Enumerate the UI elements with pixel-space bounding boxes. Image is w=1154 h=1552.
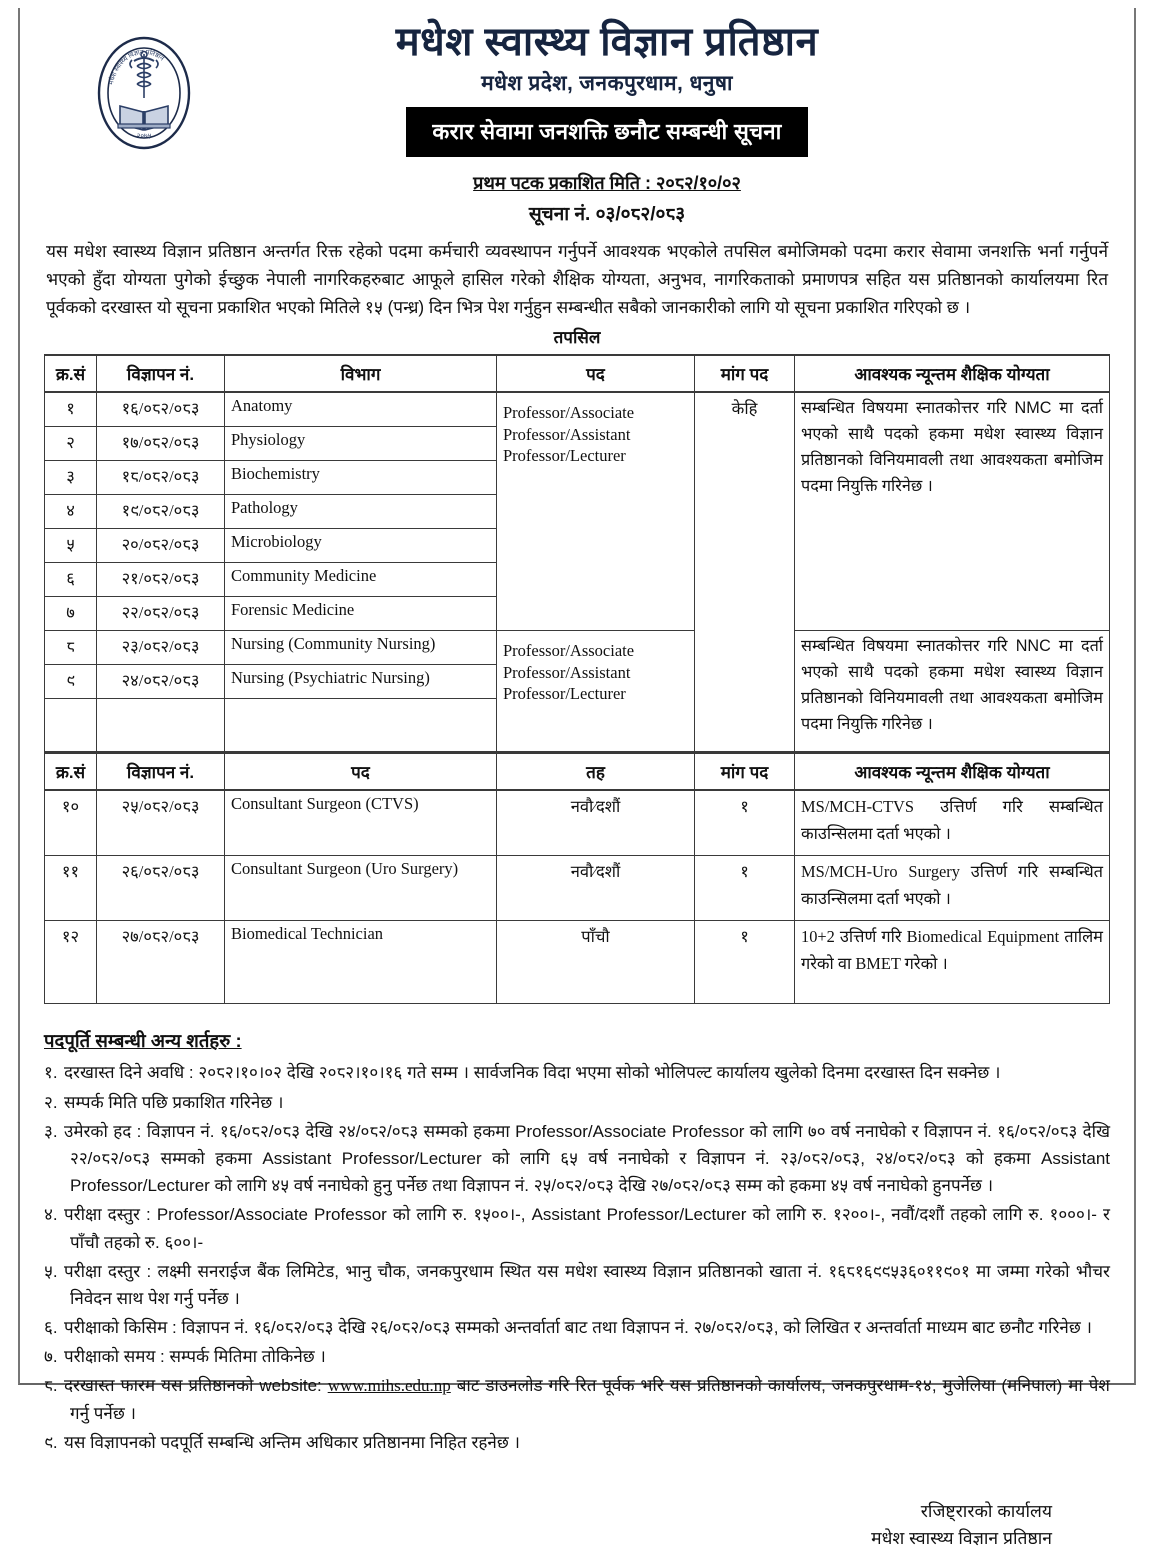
cell-serial: १२ <box>45 921 97 1004</box>
cell-advert: २२/०८२/०८३ <box>97 597 225 631</box>
cell-qualification <box>795 921 1110 1004</box>
th-demand: मांग पद <box>695 753 795 790</box>
condition-marker: ७. <box>44 1347 58 1367</box>
condition-item <box>44 1201 1110 1255</box>
cell-advert: २५/०८२/०८३ <box>97 790 225 856</box>
condition-item <box>44 1118 1110 1200</box>
th-post: पद <box>497 355 695 392</box>
condition-marker: ६. <box>44 1318 58 1338</box>
condition-text: परीक्षा दस्तुर : लक्ष्मी सनराईज बैंक लिमिटेड, भानु चौक, जनकपुरधाम स्थित यस मधेश स्वास्थ्य विज्ञान प्रतिष्ठानको खाता नं. १६८१६९९५३६०११९०१ मा जम्मा गरेको भौचर निवेदन साथ पेश गर्नु पर्नेछ । <box>64 1261 1110 1308</box>
cell-serial: १ <box>45 392 97 427</box>
cell-serial: ५ <box>45 529 97 563</box>
svg-text:मधेश स्वास्थ्य विज्ञान प्: मधेश स्वास्थ्य विज्ञान प्रतिष्ठान <box>107 48 166 86</box>
condition-marker: ९. <box>44 1432 58 1452</box>
condition-text: परीक्षा दस्तुर : Professor/Associate Professor को लागि रु. १५००।-, Assistant Professor/Lecturer को लागि रु. १२००।-, नवौं/दशौं तहको लागि रु. १०००।- र पाँचौ तहको रु. ६००।- <box>64 1205 1110 1252</box>
table-row <box>45 790 1110 856</box>
document-header <box>44 18 1110 226</box>
condition-text: उमेरको हद : विज्ञापन नं. १६/०८२/०८३ देखि २४/०८२/०८३ सम्मको हकमा Professor/Associate Professor को लागि ७० वर्ष ननाघेको र विज्ञापन नं. १६/०८२/०८३ देखि २२/०८२/०८३ सम्मको हकमा Assistant Professor/Lecturer को लागि ६५ वर्ष ननाघेको र विज्ञापन नं. २३/०८२/०८३, २४/०८२/०८३ को हकमा Assistant Professor/Lecturer को लागि ४५ वर्ष ननाघेको हुनु पर्नेछ तथा विज्ञापन नं. २५/०८२/०८३ देखि २७/०८२/०८३ सम्म को हकमा ४५ वर्ष ननाघेको हुनपर्नेछ । <box>64 1121 1110 1196</box>
condition-text: दरखास्त फारम यस प्रतिष्ठानको website: www.mihs.edu.np बाट डाउनलोड गरि रित पूर्वक भरि यस प्रतिष्ठानको कार्यालय, जनकपुरधाम-१४, मुजेलिया (मनिपाल) मा पेश गर्नु पर्नेछ । <box>64 1376 1110 1423</box>
published-label: प्रथम पटक प्रकाशित मिति : <box>473 172 651 193</box>
cell-post-group-a <box>497 392 695 631</box>
cell-serial: ७ <box>45 597 97 631</box>
table-row <box>45 921 1110 1004</box>
cell-post: Biomedical Technician <box>225 921 497 1004</box>
th-serial: क्र.सं <box>45 355 97 392</box>
cell-serial: ६ <box>45 563 97 597</box>
cell-advert: १७/०८२/०८३ <box>97 427 225 461</box>
condition-item <box>44 1258 1110 1312</box>
post-group-b-text: Professor/Associate Professor/Assistant Professor/Lecturer <box>503 641 635 704</box>
cell-advert: २४/०८२/०८३ <box>97 665 225 699</box>
cell-department: Forensic Medicine <box>225 597 497 631</box>
cell-demand: १ <box>695 790 795 856</box>
cell-serial: ३ <box>45 461 97 495</box>
seal-icon <box>96 34 192 152</box>
cell-department: Nursing (Psychiatric Nursing) <box>225 665 497 699</box>
post-group-a-text: Professor/Associate Professor/Assistant Professor/Lecturer <box>503 403 635 466</box>
cell-level: नवौ⁄दशौं <box>497 790 695 856</box>
cell-department: Nursing (Community Nursing) <box>225 631 497 665</box>
condition-item <box>44 1429 1110 1456</box>
cell-advert: २७/०८२/०८३ <box>97 921 225 1004</box>
table-header-row <box>45 355 1110 392</box>
condition-text: दरखास्त दिने अवधि : २०८२।१०।०२ देखि २०८२।१०।१६ गते सम्म । सार्वजनिक विदा भएमा सोको भोलिपल्ट कार्यालय खुलेको दिनमा दरखास्त दिन सक्नेछ । <box>64 1063 1001 1083</box>
cell-advert: १९/०८२/०८३ <box>97 495 225 529</box>
cell-serial: १० <box>45 790 97 856</box>
cell-qualification <box>795 790 1110 856</box>
cell-post-group-b <box>497 631 695 752</box>
cell-serial: ८ <box>45 631 97 665</box>
cell-serial: २ <box>45 427 97 461</box>
tapsil-label: तपसिल <box>553 328 601 348</box>
table-header-row <box>45 753 1110 790</box>
qualification-text: MS/MCH-Uro Surgery उत्तिर्ण गरि सम्बन्धित काउन्सिलमा दर्ता भएको । <box>801 862 1103 908</box>
condition-text: यस विज्ञापनको पदपूर्ति सम्बन्धि अन्तिम अधिकार प्रतिष्ठानमा निहित रहनेछ । <box>64 1432 520 1452</box>
th-demand: मांग पद <box>695 355 795 392</box>
condition-marker: २. <box>44 1092 58 1112</box>
cell-department: Community Medicine <box>225 563 497 597</box>
signature-institution: मधेश स्वास्थ्य विज्ञान प्रतिष्ठान <box>871 1528 1052 1549</box>
th-level: तह <box>497 753 695 790</box>
cell-level: पाँचौ <box>497 921 695 1004</box>
th-advert: विज्ञापन नं. <box>97 753 225 790</box>
cell-level: नवौ⁄दशौं <box>497 856 695 921</box>
intro-paragraph: यस मधेश स्वास्थ्य विज्ञान प्रतिष्ठान अन्तर्गत रिक्त रहेको पदमा कर्मचारी व्यवस्थापन गर्नुपर्ने आवश्यक भएकोले तपसिल बमोजिमको पदमा करार सेवामा जनशक्ति भर्ना गर्नुपर्ने भएको हुँदा योग्यता पुगेको ईच्छुक नेपाली नागरिकहरुबाट आफूले हासिल गरेको शैक्षिक योग्यता, अनुभव, नागरिकताको प्रमाणपत्र सहित यस प्रतिष्ठानको कार्यालयमा रित पूर्वकको दरखास्त यो सूचना प्रकाशित भएको मितिले १५ (पन्ध्र) दिन भित्र पेश गर्नुहुन सम्बन्धीत सबैको जानकारीको लागि यो सूचना प्रकाशित गरिएको छ । <box>46 240 1108 317</box>
cell-demand: केहि <box>695 392 795 752</box>
cell-demand: १ <box>695 921 795 1004</box>
organization-address: मधेश प्रदेश, जनकपुरधाम, धनुषा <box>481 71 733 95</box>
condition-marker: ४. <box>44 1205 58 1225</box>
table-row <box>45 631 1110 665</box>
condition-text: परीक्षाको समय : सम्पर्क मितिमा तोकिनेछ । <box>64 1347 326 1367</box>
cell-department: Physiology <box>225 427 497 461</box>
published-date: २०८२/१०/०२ <box>656 172 741 193</box>
cell-serial: ४ <box>45 495 97 529</box>
cell-empty <box>97 699 225 752</box>
cell-serial: ९ <box>45 665 97 699</box>
notice-number: सूचना नं. ०३/०८२/०८३ <box>528 203 686 225</box>
condition-marker: ३. <box>44 1121 58 1141</box>
cell-advert: १८/०८२/०८३ <box>97 461 225 495</box>
conditions-title: पदपूर्ति सम्बन्धी अन्य शर्तहरु : <box>44 1030 242 1052</box>
condition-item-website <box>44 1372 1110 1426</box>
cell-department: Biochemistry <box>225 461 497 495</box>
condition-item <box>44 1059 1110 1086</box>
signature-office: रजिष्ट्रारको कार्यालय <box>920 1501 1052 1521</box>
website-link[interactable]: www.mihs.edu.np <box>327 1376 451 1396</box>
vacancy-table-faculty <box>44 354 1110 752</box>
notice-banner-title: करार सेवामा जनशक्ति छनौट सम्बन्धी सूचना <box>406 107 807 157</box>
th-serial: क्र.सं <box>45 753 97 790</box>
vacancy-table-consultant <box>44 752 1110 1004</box>
signature-block <box>44 1498 1110 1552</box>
cell-advert: २३/०८२/०८३ <box>97 631 225 665</box>
cell-demand: १ <box>695 856 795 921</box>
condition-marker: ५. <box>44 1261 58 1281</box>
condition-item <box>44 1314 1110 1341</box>
condition-item <box>44 1089 1110 1116</box>
condition-text: परीक्षाको किसिम : विज्ञापन नं. १६/०८२/०८३ देखि २६/०८२/०८३ सम्मको अन्तर्वार्ता बाट तथा विज्ञापन नं. २७/०८२/०८३, को लिखित र अन्तर्वार्ता माध्यम बाट छनौट गरिनेछ । <box>64 1318 1092 1338</box>
conditions-list <box>44 1059 1110 1456</box>
cell-serial: ११ <box>45 856 97 921</box>
cell-advert: १६/०८२/०८३ <box>97 392 225 427</box>
th-qualification: आवश्यक न्यून्तम शैक्षिक योग्यता <box>795 753 1110 790</box>
cell-advert: २१/०८२/०८३ <box>97 563 225 597</box>
book-icon <box>118 106 170 130</box>
cell-empty <box>45 699 97 752</box>
th-post: पद <box>225 753 497 790</box>
cell-post: Consultant Surgeon (Uro Surgery) <box>225 856 497 921</box>
table-row <box>45 392 1110 427</box>
cell-department: Microbiology <box>225 529 497 563</box>
cell-qualification <box>795 856 1110 921</box>
condition-marker: ८. <box>44 1376 58 1396</box>
cell-post: Consultant Surgeon (CTVS) <box>225 790 497 856</box>
condition-text: सम्पर्क मिति पछि प्रकाशित गरिनेछ । <box>64 1092 284 1112</box>
cell-qualification-nnc <box>795 631 1110 752</box>
publication-date-line <box>204 171 1010 195</box>
cell-advert: २६/०८२/०८३ <box>97 856 225 921</box>
table-row <box>45 856 1110 921</box>
cell-advert: २०/०८२/०८३ <box>97 529 225 563</box>
qualification-text: 10+2 उत्तिर्ण गरि Biomedical Equipment तालिम गरेको वा BMET गरेको । <box>801 927 1103 973</box>
cell-empty <box>225 699 497 752</box>
svg-text:२०७५: २०७५ <box>136 133 152 140</box>
th-qualification: आवश्यक न्यून्तम शैक्षिक योग्यता <box>795 355 1110 392</box>
qualification-text: MS/MCH-CTVS उत्तिर्ण गरि सम्बन्धित काउन्सिलमा दर्ता भएको । <box>801 797 1103 843</box>
cell-qualification-nmc <box>795 392 1110 631</box>
condition-marker: १. <box>44 1063 58 1083</box>
organization-name: मधेश स्वास्थ्य विज्ञान प्रतिष्ठान <box>395 20 819 64</box>
condition-item <box>44 1343 1110 1370</box>
cell-department: Anatomy <box>225 392 497 427</box>
qualification-nnc-text: सम्बन्धित विषयमा स्नातकोत्तर गरि NNC मा दर्ता भएको साथै पदको हकमा मधेश स्वास्थ्य विज्ञान प्रतिष्ठानको विनियमावली तथा आवश्यकता बमोजिम पदमा नियुक्ति गरिनेछ । <box>801 637 1103 734</box>
th-department: विभाग <box>225 355 497 392</box>
th-advert: विज्ञापन नं. <box>97 355 225 392</box>
qualification-nmc-text: सम्बन्धित विषयमा स्नातकोत्तर गरि NMC मा दर्ता भएको साथै पदको हकमा मधेश स्वास्थ्य विज्ञान प्रतिष्ठानको विनियमावली तथा आवश्यकता बमोजिम पदमा नियुक्ति गरिनेछ । <box>801 399 1103 496</box>
institution-logo <box>84 18 204 152</box>
cell-department: Pathology <box>225 495 497 529</box>
